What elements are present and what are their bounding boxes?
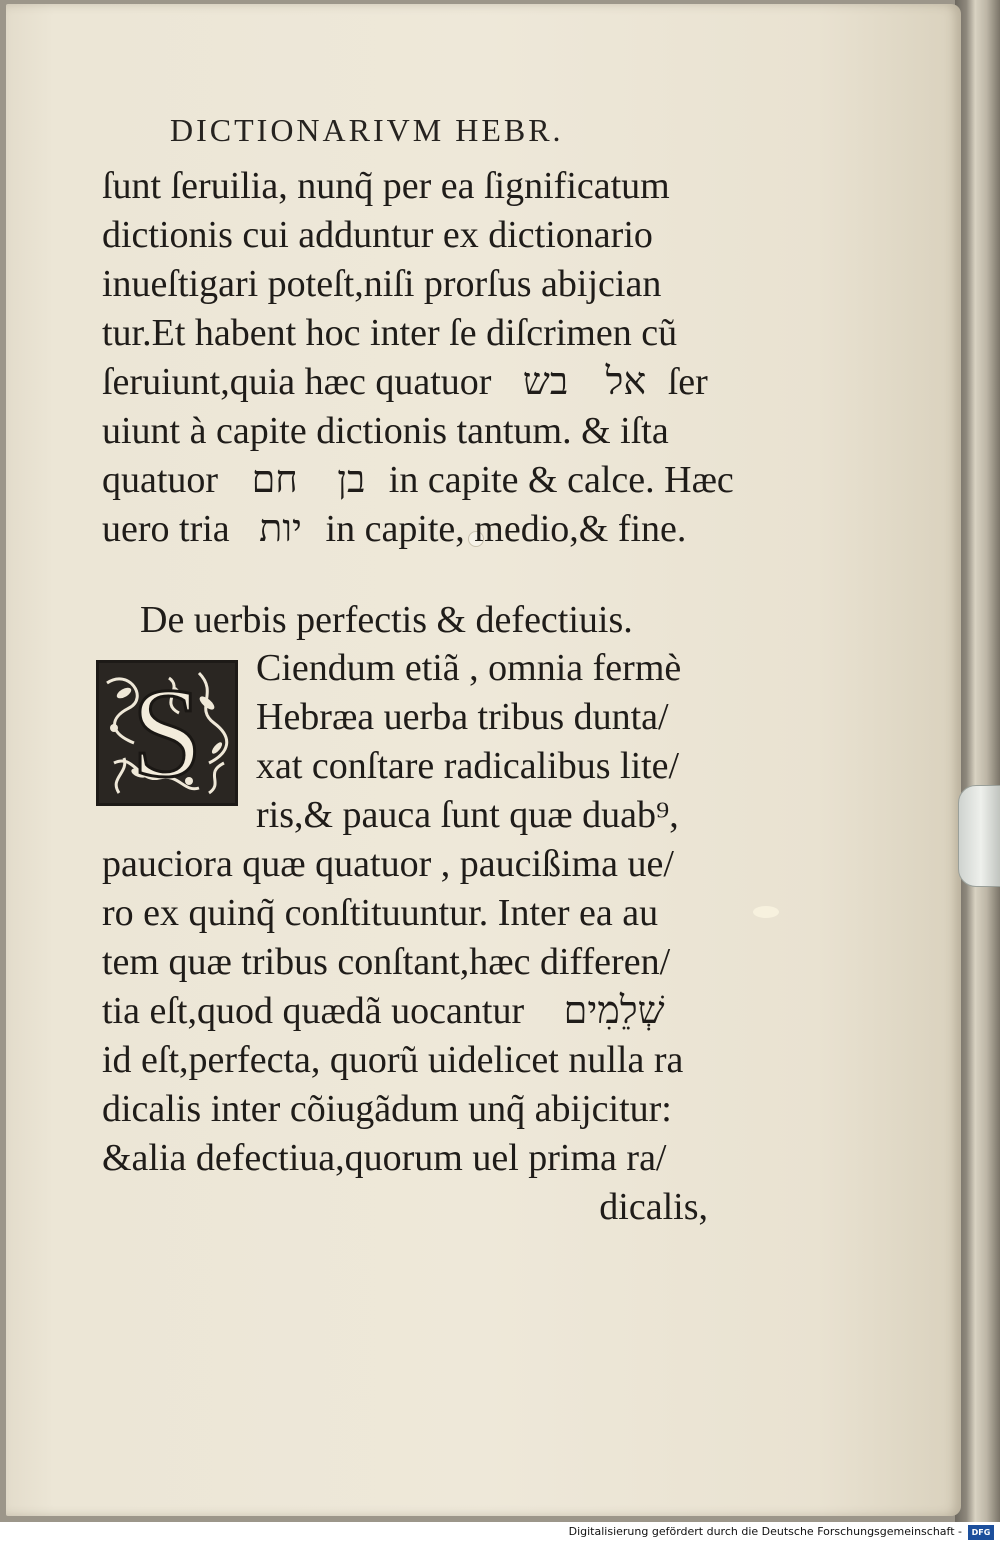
page-clip: [958, 785, 1000, 887]
text-line: Hebræa uerba tribus dunta/: [256, 696, 669, 738]
text-line: dicalis inter cõiugãdum unq̃ abijcitur:: [102, 1088, 672, 1130]
footer-bar: [0, 1522, 1000, 1543]
text-line: Ciendum etiã , omnia fermè: [256, 647, 682, 689]
section-heading: De uerbis perfectis & defectiuis.: [140, 599, 633, 641]
text-line: &alia defectiua,quorum uel prima ra/: [102, 1137, 667, 1179]
text-line: tur.Et habent hoc inter ſe diſcrimen cũ: [102, 312, 678, 354]
hebrew-aleph-lamed: אל: [605, 361, 647, 403]
text-line: [102, 362, 708, 402]
text-segment: tia eſt,quod quædã uocantur: [102, 990, 525, 1032]
dfg-logo: DFG: [968, 1525, 994, 1540]
text-line: id eſt,perfecta, quorũ uidelicet nulla ra: [102, 1039, 684, 1081]
text-line: ris,& pauca ſunt quæ duab⁹,: [256, 794, 679, 836]
catchword: dicalis,: [599, 1186, 708, 1228]
text-line: xat conſtare radicalibus lite/: [256, 745, 680, 787]
text-segment: ſeruiunt,quia hæc quatuor: [102, 361, 492, 403]
running-head: DICTIONARIVM HEBR.: [170, 112, 564, 148]
text-line: [102, 991, 665, 1031]
hebrew-heth-mem: חם: [251, 459, 298, 501]
text-line: pauciora quæ quatuor , paucißima ue/: [102, 843, 674, 885]
paper-stain: [753, 906, 779, 918]
text-line: [102, 460, 734, 500]
text-line: tem quæ tribus conſtant,hæc differen/: [102, 941, 671, 983]
book-edge: [955, 0, 1000, 1522]
decorated-initial: [96, 660, 238, 806]
hebrew-shelemim: שְׁלֵמִים: [563, 990, 665, 1032]
hebrew-beth-shin: בש: [522, 361, 569, 403]
text-line: dictionis cui adduntur ex dictionario: [102, 214, 653, 256]
text-segment: in capite, medio,& fine.: [325, 508, 687, 550]
text-segment: in capite & calce. Hæc: [388, 459, 734, 501]
show-through-text: [101, 549, 110, 591]
initial-letter: S: [131, 662, 203, 804]
text-line: uiunt à capite dictionis tantum. & iſta: [102, 410, 669, 452]
hebrew-yod-vav-tav: יות: [259, 508, 303, 550]
text-segment: uero tria: [102, 508, 230, 550]
text-line: [102, 509, 686, 549]
hebrew-beth-nun: בן: [337, 459, 366, 501]
funding-credit: Digitalisierung gefördert durch die Deutsche Forschungsgemeinschaft -: [568, 1525, 962, 1538]
text-segment: ſer: [667, 361, 708, 403]
text-line: ro ex quinq̃ conſtituuntur. Inter ea au: [102, 892, 659, 934]
text-segment: quatuor: [102, 459, 219, 501]
text-line: ſunt ſeruilia, nunq̃ per ea ſignificatum: [102, 165, 670, 207]
text-line: inueſtigari poteſt,niſi prorſus abijcian: [102, 263, 662, 305]
